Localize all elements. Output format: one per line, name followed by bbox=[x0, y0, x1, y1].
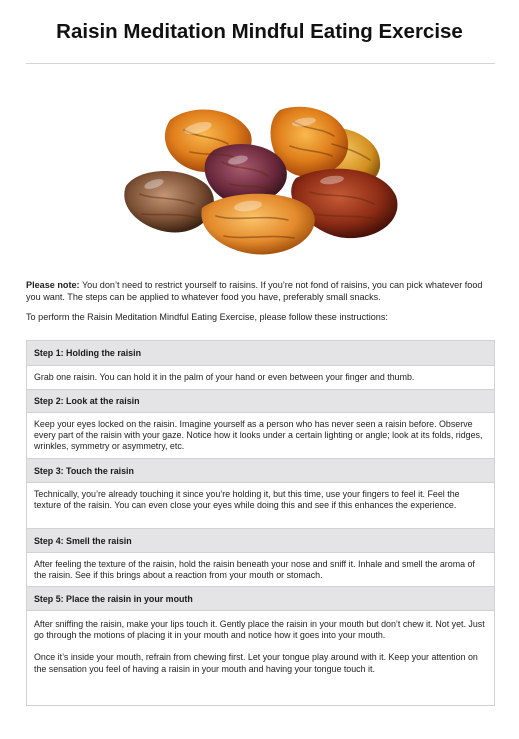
step-4-heading: Step 4: Smell the raisin bbox=[27, 529, 494, 553]
step-2-heading: Step 2: Look at the raisin bbox=[27, 390, 494, 413]
step-1-body bbox=[27, 366, 494, 390]
step-2-body bbox=[27, 413, 494, 459]
note-text: You don’t need to restrict yourself to raisins. If you’re not fond of raisins, you can pick whatever food you want. The steps can be applied to whatever food you have, preferably small snacks. bbox=[26, 280, 483, 303]
step-4-body bbox=[27, 553, 494, 587]
intro-text: To perform the Raisin Meditation Mindful Eating Exercise, please follow these instructions: bbox=[26, 312, 388, 322]
step-5-text-1: After sniffing the raisin, make your lips touch it. Gently place the raisin in your mouth but don’t chew it. Not yet. Just go through the motions of placing it in your mouth and notice how it goes into your mouth. bbox=[34, 619, 485, 641]
step-5-body bbox=[27, 611, 494, 706]
step-1-text: Grab one raisin. You can hold it in the palm of your hand or even between your finger and thumb. bbox=[34, 372, 415, 382]
title-divider bbox=[26, 63, 495, 64]
step-3-body bbox=[27, 483, 494, 529]
steps-table bbox=[26, 340, 495, 706]
step-2-text: Keep your eyes locked on the raisin. Imagine yourself as a person who has never seen a raisin before. Observe every part of the raisin with your gaze. Notice how it looks under a certain lighting or angle; look at its folds, ridges, wrinkles, symmetry or asymmetry, etc. bbox=[34, 419, 483, 452]
step-5-text-2: Once it’s inside your mouth, refrain from chewing first. Let your tongue play around with it. Keep your attention on the sensation you feel of having a raisin in your mouth and having your tongue touch it. bbox=[34, 652, 478, 674]
note-label: Please note: bbox=[26, 280, 80, 290]
step-1-heading: Step 1: Holding the raisin bbox=[27, 341, 494, 366]
page-title: Raisin Meditation Mindful Eating Exercise bbox=[56, 20, 463, 43]
step-3-text: Technically, you’re already touching it since you’re holding it, but this time, use your fingers to feel it. Feel the texture of the raisin. You can even close your eyes while doing this and see if this enhances the experience. bbox=[34, 489, 460, 511]
step-5-heading: Step 5: Place the raisin in your mouth bbox=[27, 587, 494, 611]
please-note bbox=[26, 279, 494, 303]
raisins-illustration bbox=[118, 100, 402, 262]
step-3-heading: Step 3: Touch the raisin bbox=[27, 459, 494, 483]
step-4-text: After feeling the texture of the raisin, hold the raisin beneath your nose and sniff it. Inhale and smell the aroma of the raisin. See if this brings about a reaction from your mouth or stomach. bbox=[34, 559, 475, 581]
